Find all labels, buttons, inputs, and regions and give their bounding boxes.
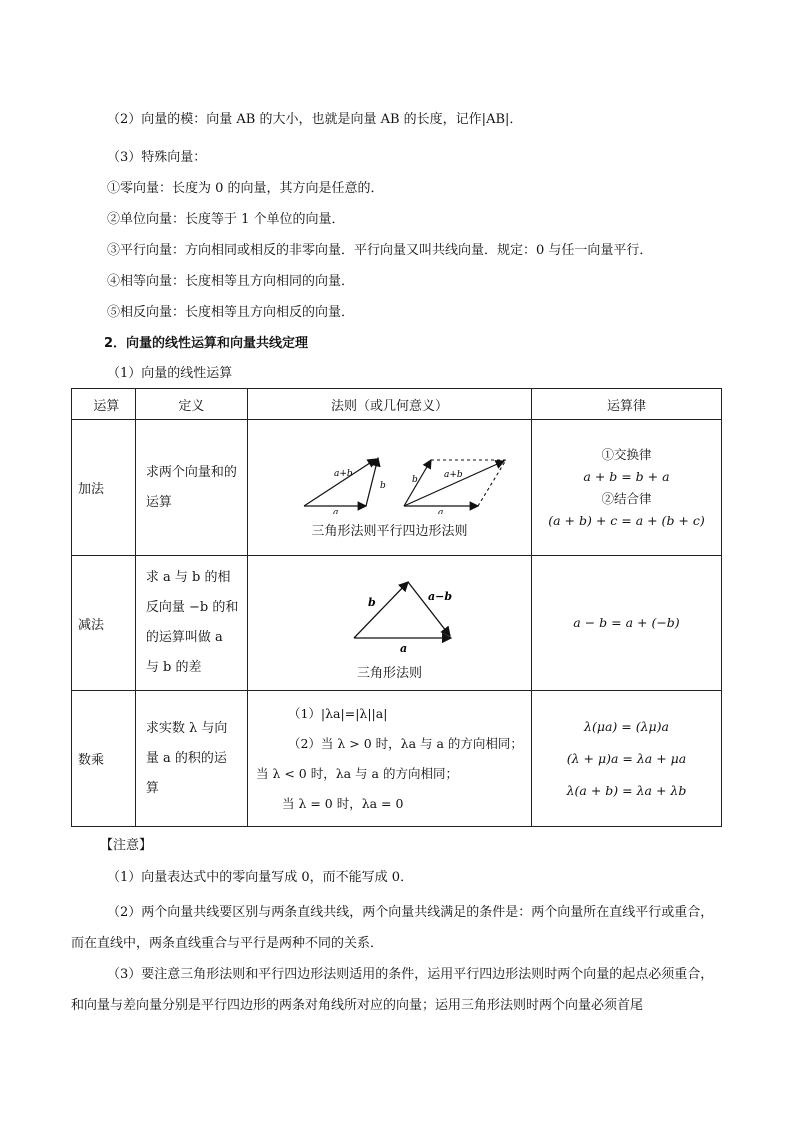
note-title: 【注意】 xyxy=(100,838,153,853)
rule-scalar-3: 当 λ < 0 时，λa 与 a 的方向相同； xyxy=(255,765,458,781)
header-def: 定义 xyxy=(135,389,247,420)
law-subtraction xyxy=(531,556,721,691)
law-scalar-1: λ(μa) = (λμ)a xyxy=(584,718,669,734)
op-addition: 加法 xyxy=(72,420,136,556)
table-row-addition xyxy=(72,420,722,556)
note-2: （2）两个向量共线要区别与两条直线共线，两个向量共线满足的条件是：两个向量所在直线平行或重合，而在直线中，两条直线重合与平行是两种不同的关系． xyxy=(71,905,714,951)
rule-scalar xyxy=(247,691,531,827)
header-rule: 法则（或几何意义） xyxy=(247,389,531,420)
intro-line-modulus: （2）向量的模：向量 AB 的大小，也就是向量 AB 的长度，记作|AB|． xyxy=(107,112,523,127)
intro-line-opposite: ⑤相反向量：长度相等且方向相反的向量． xyxy=(107,305,355,320)
rule-subtraction xyxy=(247,556,531,691)
fig-add-b-label: b xyxy=(379,481,386,491)
fig-add-sum-label: a+b xyxy=(333,469,353,479)
operations-table xyxy=(71,388,722,827)
note-3: （3）要注意三角形法则和平行四边形法则适用的条件，运用平行四边形法则时两个向量的起点必须重合，和向量与差向量分别是平行四边形的两条对角线所对应的向量；运用三角形法则时两个向量必须首尾 xyxy=(71,967,714,1013)
law-addition xyxy=(531,420,721,556)
rule-scalar-1: （1）|λa|=|λ||a| xyxy=(287,705,388,721)
triangle-rule-figure xyxy=(304,458,386,514)
law-scalar xyxy=(531,691,721,827)
header-law: 运算律 xyxy=(531,389,721,420)
fig-add-a-label: a xyxy=(332,508,339,514)
def-scalar xyxy=(135,691,247,827)
def-addition xyxy=(135,420,247,556)
fig-para-sum-label: a+b xyxy=(443,470,463,480)
table-row-subtraction xyxy=(72,556,722,691)
intro-line-parallel: ③平行向量：方向相同或相反的非零向量．平行向量又叫共线向量．规定：0 与任一向量平行． xyxy=(107,243,653,258)
addition-figure xyxy=(248,444,531,514)
law-scalar-3: λ(a + b) = λa + λb xyxy=(566,782,687,798)
note-1: （1）向量表达式中的零向量写成 0，而不能写成 0． xyxy=(107,870,414,885)
def-addition-text: 求两个向量和的运算 xyxy=(145,464,237,510)
fig-para-b-label: b xyxy=(411,475,418,485)
law-add-associative-title: ②结合律 xyxy=(601,490,652,506)
def-subtraction-text: 求 a 与 b 的相反向量 −b 的和的运算叫做 a 与 b 的差 xyxy=(145,570,239,675)
subheading: （1）向量的线性运算 xyxy=(107,366,233,381)
table-header-row xyxy=(72,389,722,420)
op-subtraction: 减法 xyxy=(72,556,136,691)
def-scalar-text: 求实数 λ 与向量 a 的积的运算 xyxy=(145,720,228,796)
intro-line-special: （3）特殊向量： xyxy=(107,150,207,165)
subtraction-figure xyxy=(248,572,531,654)
intro-line-unit: ②单位向量：长度等于 1 个单位的向量． xyxy=(107,212,345,227)
fig-sub-a-label: a xyxy=(399,641,408,654)
law-sub-rule: a − b = a + (−b) xyxy=(573,615,680,630)
def-subtraction xyxy=(135,556,247,691)
intro-line-equal: ④相等向量：长度相等且方向相同的向量． xyxy=(107,274,355,289)
law-add-associative: (a + b) + c = a + (b + c) xyxy=(548,512,705,528)
law-add-commutative: a + b = b + a xyxy=(583,468,670,484)
rule-scalar-4: 当 λ = 0 时，λa = 0 xyxy=(281,795,404,811)
caption-addition: 三角形法则平行四边形法则 xyxy=(311,524,468,539)
section-heading: 2．向量的线性运算和向量共线定理 xyxy=(104,336,309,351)
fig-para-a-label: a xyxy=(437,508,444,514)
rule-scalar-2: （2）当 λ > 0 时，λa 与 a 的方向相同； xyxy=(287,735,523,751)
law-add-commutative-title: ①交换律 xyxy=(601,446,652,462)
fig-sub-b-label: b xyxy=(367,595,376,609)
header-op: 运算 xyxy=(72,389,136,420)
intro-line-zero: ①零向量：长度为 0 的向量，其方向是任意的． xyxy=(107,181,384,196)
rule-addition xyxy=(247,420,531,556)
op-scalar: 数乘 xyxy=(72,691,136,827)
parallelogram-rule-figure xyxy=(404,460,506,514)
fig-sub-diff-label: a−b xyxy=(427,589,453,603)
law-scalar-2: (λ + μ)a = λa + μa xyxy=(566,750,687,766)
caption-subtraction: 三角形法则 xyxy=(356,665,422,681)
table-row-scalar xyxy=(72,691,722,827)
